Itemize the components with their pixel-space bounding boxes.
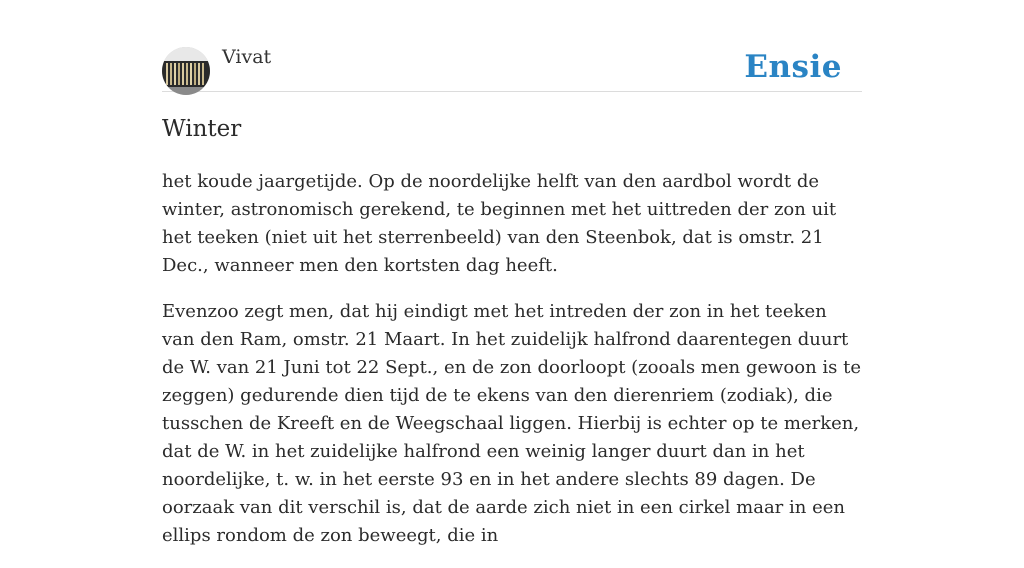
- header: [162, 0, 862, 92]
- article-title: Winter: [162, 116, 242, 142]
- bookshelf-avatar-image: [162, 47, 210, 95]
- article-paragraph: Evenzoo zegt men, dat hij eindigt met het intreden der zon in het teeken van den Ram, omstr. 21 Maart. In het zuidelijk halfrond daarentegen duurt de W. van 21 Juni tot 22 Sept., en de zon doorloopt (zooals men gewoon is te zeggen) gedurende dien tijd de te ekens van den dierenriem (zodiak), die tusschen de Kreeft en de Weegschaal liggen. Hierbij is echter op te merken, dat de W. in het zuidelijke halfrond een weinig langer duurt dan in het noordelijke, t. w. in het eerste 93 en in het andere slechts 89 dagen. De oorzaak van dit verschil is, dat de aarde zich niet in een cirkel maar in een ellips rondom de zon beweegt, die in: [162, 301, 862, 546]
- article-paragraph: het koude jaargetijde. Op de noordelijke helft van den aardbol wordt de winter, astronomisch gerekend, te beginnen met het uittreden der zon uit het teeken (niet uit het sterrenbeeld) van den Steenbok, dat is omstr. 21 Dec., wanneer men den kortsten dag heeft.: [162, 171, 837, 276]
- article-body: [162, 168, 862, 568]
- ensie-logo-link[interactable]: Ensie: [744, 49, 842, 85]
- page: [162, 0, 862, 546]
- author-name-link[interactable]: Vivat: [222, 46, 272, 68]
- author-avatar[interactable]: [162, 47, 210, 95]
